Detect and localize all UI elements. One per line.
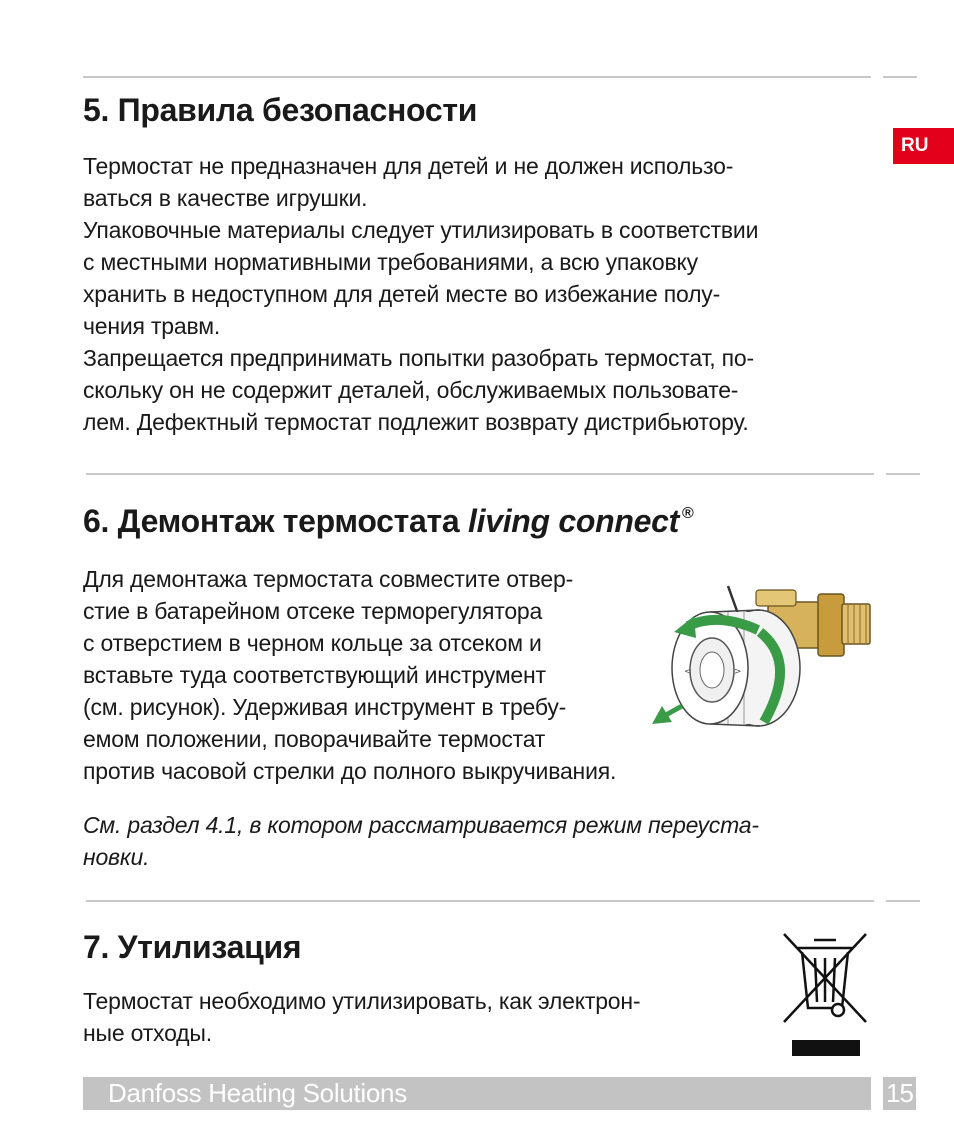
text-line: с местными нормативными требованиями, а всю упаковку [83,249,698,275]
registered-mark: ® [681,505,694,522]
text-line: скольку он не содержит деталей, обслуживаемых пользовате- [83,377,739,403]
divider-top [83,76,871,78]
crossed-out-wheelie-bin-icon [780,930,870,1060]
text-line: ваться в качестве игрушки. [83,185,368,211]
text-line: с отверстием в черном кольце за отсеком и [83,630,542,656]
section6-text [83,563,616,787]
text-line: вставьте туда соответствующий инструмент [83,662,546,688]
section7-title: 7. Утилизация [83,929,302,965]
divider-section6-margin [886,473,920,475]
thermostat-removal-illustration [648,572,878,752]
divider-section6 [86,473,874,475]
text-line: Термостат необходимо утилизировать, как электрон- [83,988,641,1014]
divider-section7 [86,900,874,902]
text-line: (см. рисунок). Удерживая инструмент в требу- [83,694,567,720]
section6-title-prefix: 6. Демонтаж термостата [83,503,469,539]
section5-title: 5. Правила безопасности [83,92,478,128]
text-line: стие в батарейном отсеке терморегулятора [83,598,543,624]
language-badge: RU [893,128,954,164]
text-line: Термостат не предназначен для детей и не должен использо- [83,153,734,179]
section6-title-product: living connect [468,503,679,539]
page-number: 15 [883,1077,916,1110]
section7-text [83,985,640,1049]
text-line: чения травм. [83,313,221,339]
divider-section7-margin [886,900,920,902]
text-line: хранить в недоступном для детей месте во избежание полу- [83,281,721,307]
note-line: См. раздел 4.1, в котором рассматривается режим переуста- [83,812,759,838]
footer-company: Danfoss Heating Solutions [83,1077,871,1110]
text-line: Запрещается предпринимать попытки разобрать термостат, по- [83,345,754,371]
svg-text:<: < [684,667,692,677]
section5-text [83,150,758,438]
section6-title [83,503,693,540]
text-line: Упаковочные материалы следует утилизировать в соответствии [83,217,759,243]
text-line: Для демонтажа термостата совместите отвер- [83,566,574,592]
divider-top-margin [883,76,917,78]
section6-note [83,809,759,873]
text-line: против часовой стрелки до полного выкручивания. [83,758,617,784]
text-line: ные отходы. [83,1020,212,1046]
svg-text:>: > [734,667,742,677]
text-line: емом положении, поворачивайте термостат [83,726,546,752]
note-line: новки. [83,844,150,870]
text-line: лем. Дефектный термостат подлежит возврату дистрибьютору. [83,409,749,435]
